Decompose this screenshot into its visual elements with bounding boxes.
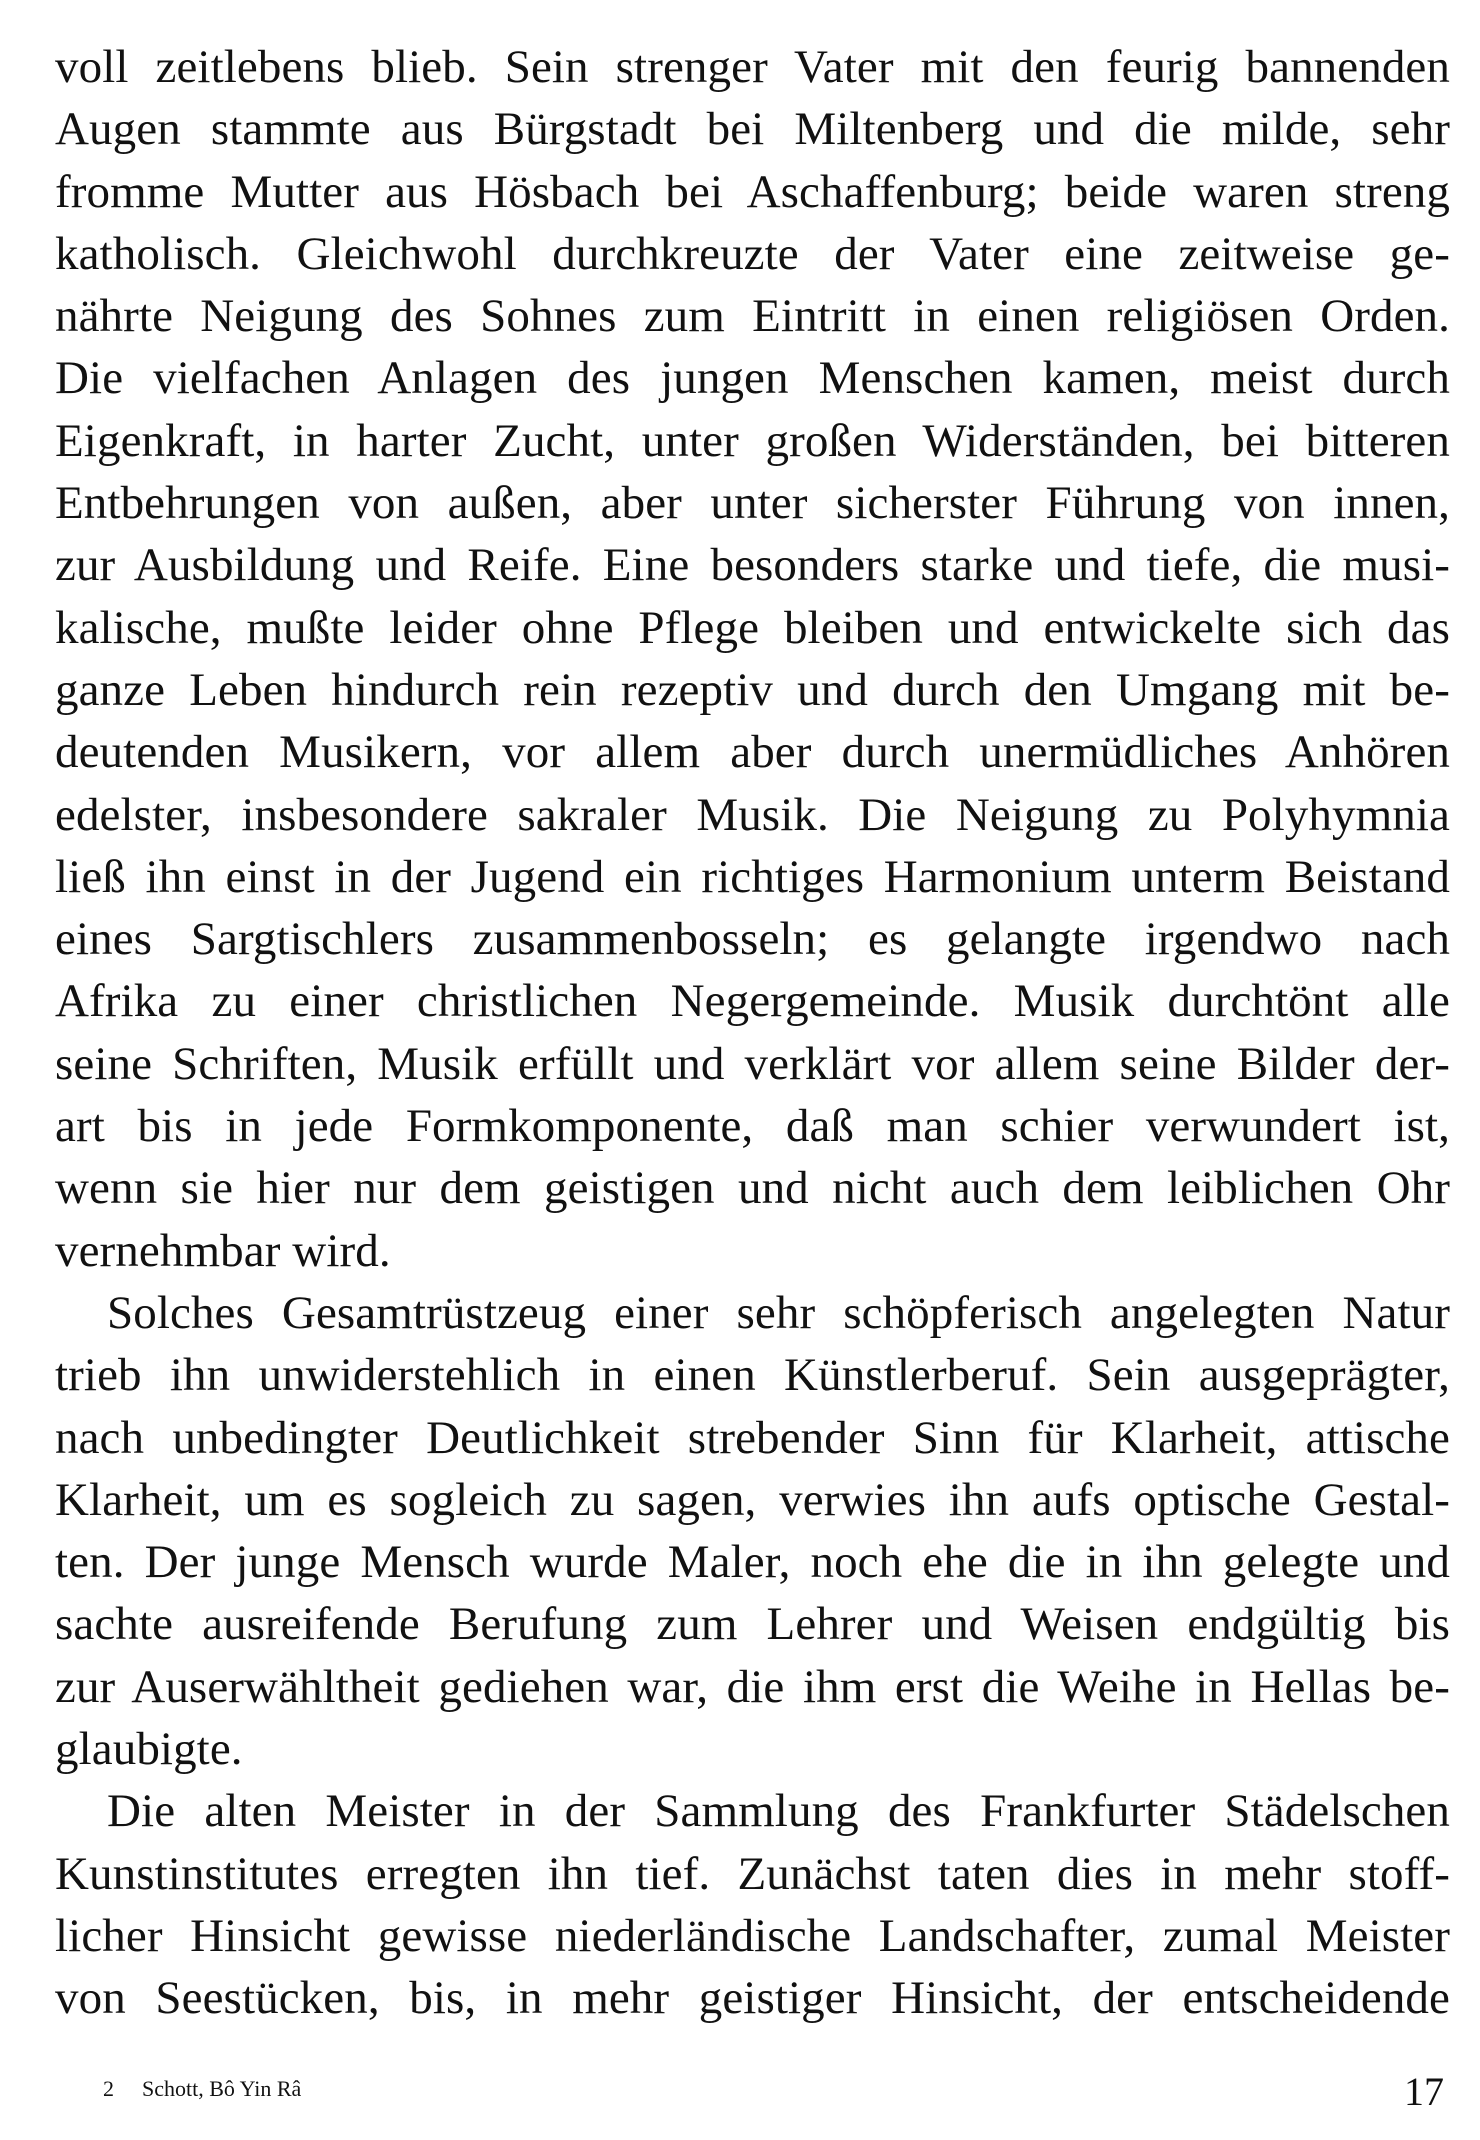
paragraph-start-line: Solches Gesamtrüstzeug einer sehr schöpferisch angelegten Natur [107, 1286, 1450, 1339]
text-line: von Seestücken, bis, in mehr geistiger Hinsicht, der entscheidende [55, 1972, 1450, 2025]
text-line: wenn sie hier nur dem geistigen und nicht auch dem leiblichen Ohr [55, 1162, 1450, 1215]
text-line: ganze Leben hindurch rein rezeptiv und durch den Umgang mit be- [55, 663, 1450, 716]
text-line: Afrika zu einer christlichen Negergemeinde. Musik durchtönt alle [55, 975, 1450, 1028]
text-line: nährte Neigung des Sohnes zum Eintritt in einen religiösen Orden. [55, 290, 1450, 343]
text-line: art bis in jede Formkomponente, daß man schier verwundert ist, [55, 1100, 1450, 1153]
signature-text: Schott, Bô Yin Râ [142, 2076, 302, 2101]
text-line: zur Ausbildung und Reife. Eine besonders starke und tiefe, die musi- [55, 539, 1450, 592]
text-line: nach unbedingter Deutlichkeit strebender Sinn für Klarheit, attische [55, 1411, 1450, 1464]
text-line: trieb ihn unwiderstehlich in einen Künstlerberuf. Sein ausgeprägter, [55, 1349, 1450, 1402]
text-line: kalische, mußte leider ohne Pflege bleiben und entwickelte sich das [55, 601, 1450, 654]
text-line: licher Hinsicht gewisse niederländische Landschafter, zumal Meister [55, 1909, 1450, 1962]
printer-signature [103, 2076, 301, 2102]
text-line: voll zeitlebens blieb. Sein strenger Vater mit den feurig bannenden [55, 41, 1450, 93]
text-line: edelster, insbesondere sakraler Musik. Die Neigung zu Polyhymnia [55, 788, 1450, 841]
text-line: zur Auserwähltheit gediehen war, die ihm erst die Weihe in Hellas be- [55, 1660, 1450, 1713]
text-line: deutenden Musikern, vor allem aber durch unermüdliches Anhören [55, 726, 1450, 779]
text-line: Klarheit, um es sogleich zu sagen, verwies ihn aufs optische Gestal- [55, 1473, 1450, 1526]
text-line: sachte ausreifende Berufung zum Lehrer und Weisen endgültig bis [55, 1598, 1450, 1651]
text-line: seine Schriften, Musik erfüllt und verklärt vor allem seine Bilder der- [55, 1037, 1450, 1090]
text-line: ten. Der junge Mensch wurde Maler, noch ehe die in ihn gelegte und [55, 1536, 1450, 1589]
page-footer [0, 2068, 1480, 2118]
text-line: ließ ihn einst in der Jugend ein richtiges Harmonium unterm Beistand [55, 850, 1450, 903]
text-line: katholisch. Gleichwohl durchkreuzte der Vater eine zeitweise ge- [55, 227, 1450, 280]
page-number: 17 [1404, 2069, 1444, 2114]
text-line: Die vielfachen Anlagen des jungen Menschen kamen, meist durch [55, 352, 1450, 405]
text-line: Kunstinstitutes erregten ihn tief. Zunächst taten dies in mehr stoff- [55, 1847, 1450, 1900]
text-line: glaubigte. [55, 1723, 243, 1776]
text-line: Entbehrungen von außen, aber unter sicherster Führung von innen, [55, 477, 1450, 530]
text-line: vernehmbar wird. [55, 1224, 391, 1277]
text-line: Eigenkraft, in harter Zucht, unter großen Widerständen, bei bitteren [55, 414, 1450, 467]
paragraph-start-line: Die alten Meister in der Sammlung des Frankfurter Städelschen [107, 1785, 1450, 1838]
text-line: Augen stammte aus Bürgstadt bei Miltenberg und die milde, sehr [55, 103, 1450, 156]
text-line: fromme Mutter aus Hösbach bei Aschaffenburg; beide waren streng [55, 165, 1450, 218]
body-text [55, 36, 1450, 2030]
signature-number: 2 [103, 2076, 114, 2101]
text-line: eines Sargtischlers zusammenbosseln; es gelangte irgendwo nach [55, 913, 1450, 966]
